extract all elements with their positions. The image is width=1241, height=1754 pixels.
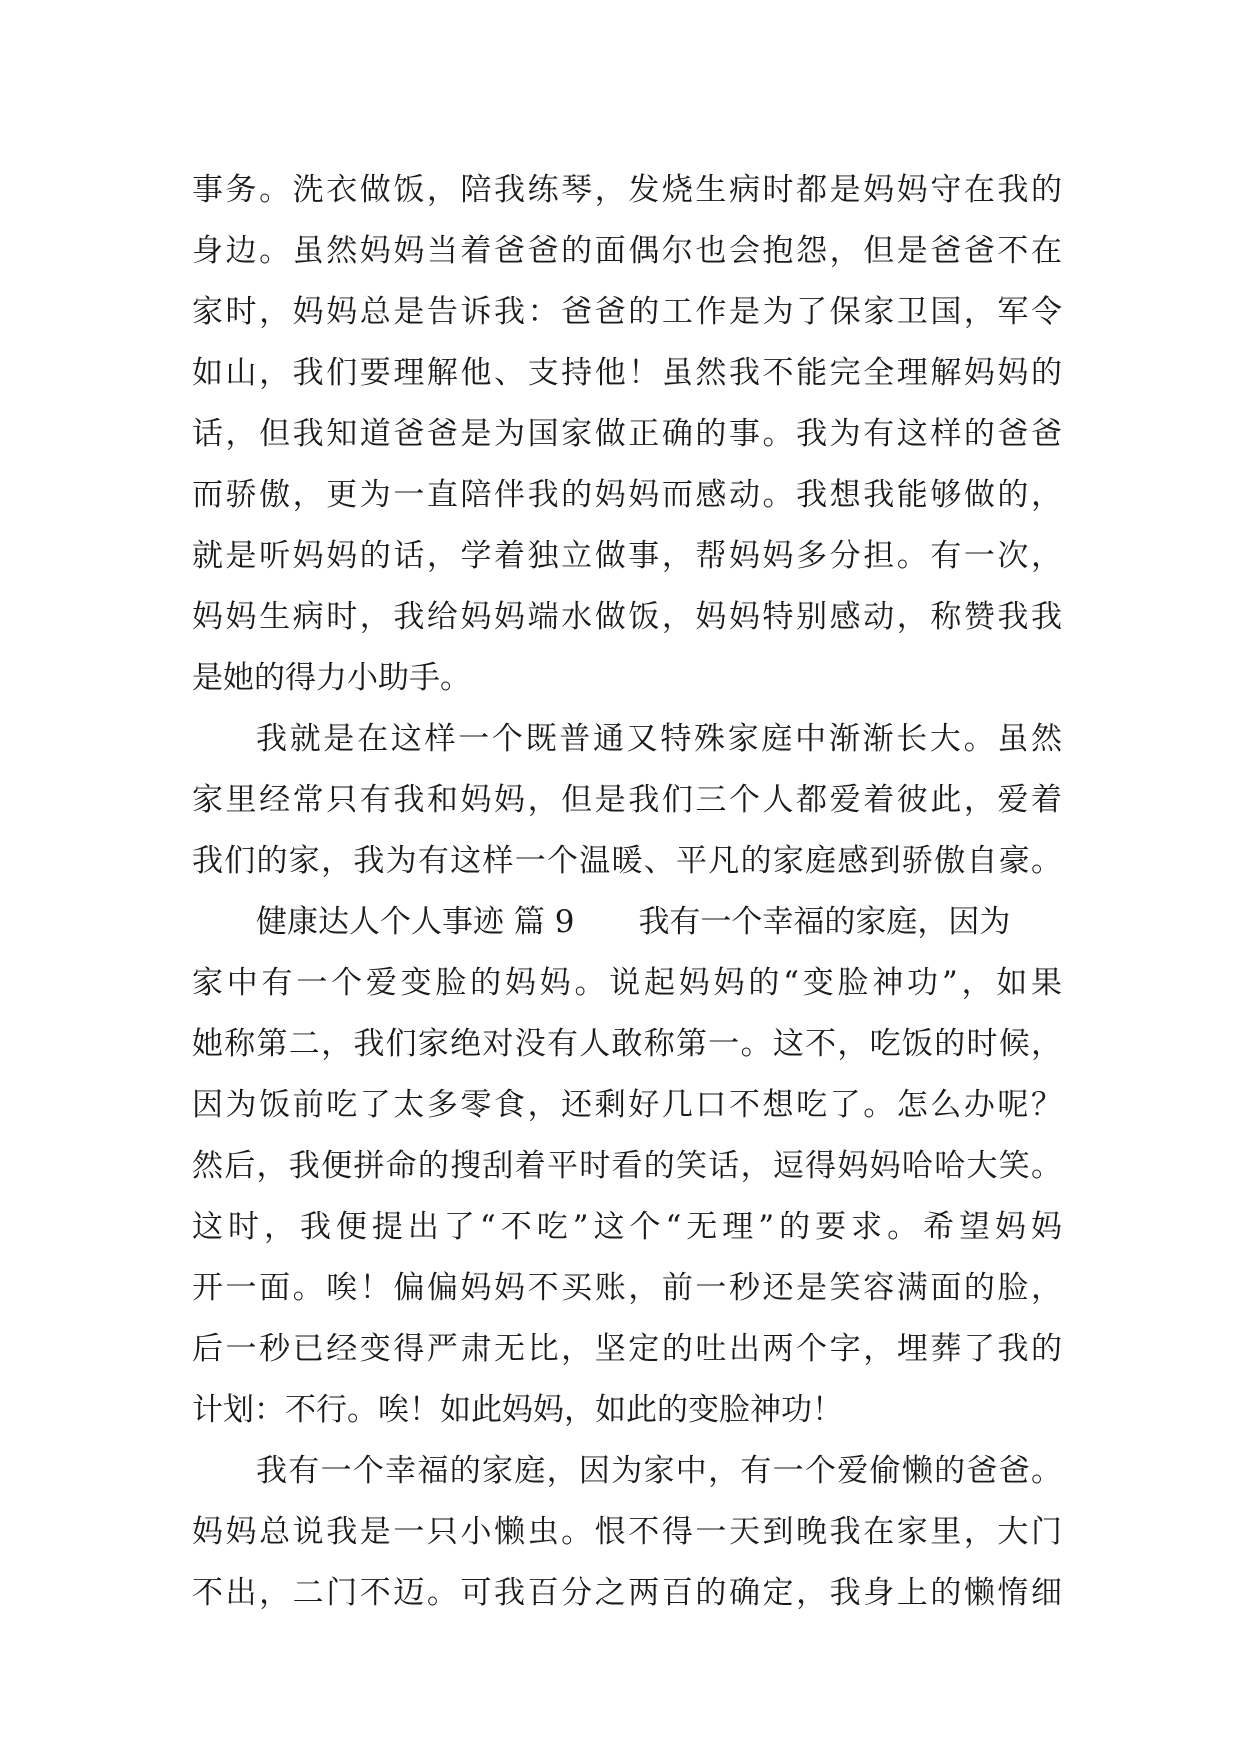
paragraph [192,1441,1062,1624]
text-line: 是她的得力小助手。 [192,660,471,696]
text-line: 妈妈总说我是一只小懒虫。恨不得一天到晚我在家里，大门 [192,1514,1062,1550]
text-line: 她称第二，我们家绝对没有人敢称第一。这不，吃饭的时候， [192,1026,1062,1062]
text-line: 然后，我便拼命的搜刮着平时看的笑话，逗得妈妈哈哈大笑。 [192,1148,1062,1184]
text-line: 家时，妈妈总是告诉我：爸爸的工作是为了保家卫国，军令 [192,294,1062,330]
first-line-text: 我有一个幸福的家庭，因为 [638,904,1011,940]
section-heading: 健康达人个人事迹 篇 9 [256,904,575,940]
text-line: 事务。洗衣做饭，陪我练琴，发烧生病时都是妈妈守在我的 [192,172,1062,208]
text-line: 我们的家，我为有这样一个温暖、平凡的家庭感到骄傲自豪。 [192,843,1062,879]
text-line: 这时，我便提出了“不吃”这个“无理”的要求。希望妈妈 [192,1209,1062,1245]
text-line: 家中有一个爱变脸的妈妈。说起妈妈的“变脸神功”，如果 [192,965,1062,1001]
text-line: 我有一个幸福的家庭，因为家中，有一个爱偷懒的爸爸。 [256,1453,1062,1489]
text-line: 身边。虽然妈妈当着爸爸的面偶尔也会抱怨，但是爸爸不在 [192,233,1062,269]
text-line: 就是听妈妈的话，学着独立做事，帮妈妈多分担。有一次， [192,538,1062,574]
text-line: 我就是在这样一个既普通又特殊家庭中渐渐长大。虽然 [256,721,1062,757]
paragraph [192,892,1062,1441]
text-line: 后一秒已经变得严肃无比，坚定的吐出两个字，埋葬了我的 [192,1331,1062,1367]
heading-line [192,892,1062,953]
paragraph [192,160,1062,709]
text-line: 家里经常只有我和妈妈，但是我们三个人都爱着彼此，爱着 [192,782,1062,818]
paragraph [192,709,1062,892]
text-line: 话，但我知道爸爸是为国家做正确的事。我为有这样的爸爸 [192,416,1062,452]
article-body [192,160,1062,1624]
text-line: 妈妈生病时，我给妈妈端水做饭，妈妈特别感动，称赞我我 [192,599,1062,635]
text-line: 计划：不行。唉！如此妈妈，如此的变脸神功！ [192,1392,843,1428]
text-line: 因为饭前吃了太多零食，还剩好几口不想吃了。怎么办呢？ [192,1087,1062,1123]
text-line: 如山，我们要理解他、支持他！虽然我不能完全理解妈妈的 [192,355,1062,391]
text-line: 而骄傲，更为一直陪伴我的妈妈而感动。我想我能够做的， [192,477,1062,513]
text-line: 开一面。唉！偏偏妈妈不买账，前一秒还是笑容满面的脸， [192,1270,1062,1306]
text-line: 不出，二门不迈。可我百分之两百的确定，我身上的懒惰细 [192,1575,1062,1611]
